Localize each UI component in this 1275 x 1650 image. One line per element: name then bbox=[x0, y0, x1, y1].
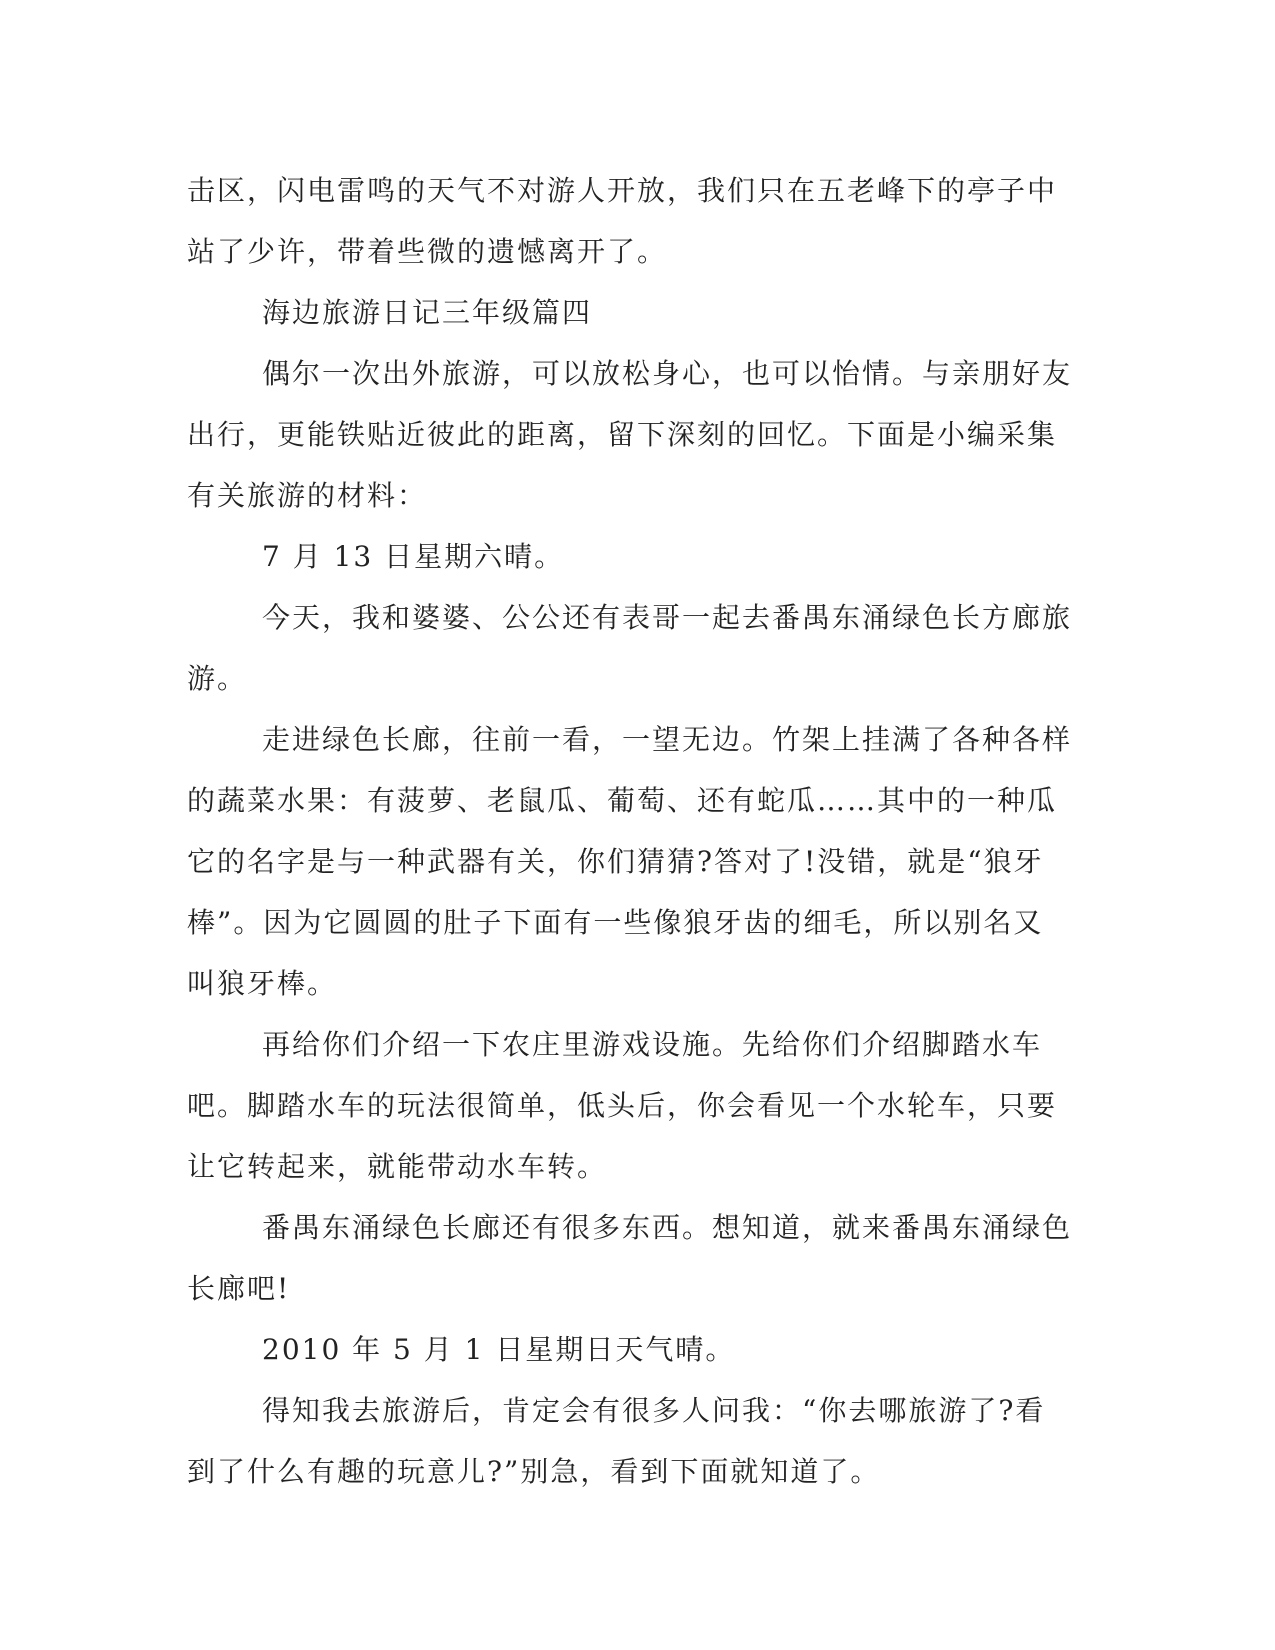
diary-date-2: 2010 年 5 月 1 日星期日天气晴。 bbox=[262, 1333, 736, 1366]
paragraph-intro: 偶尔一次出外旅游，可以放松身心，也可以怡情。与亲朋好友出行，更能铁贴近彼此的距离，留下深刻的回忆。下面是小编采集有关旅游的材料： bbox=[187, 357, 1073, 512]
paragraph-corridor: 走进绿色长廊，往前一看，一望无边。竹架上挂满了各种各样的蔬菜水果：有菠萝、老鼠瓜、葡萄、还有蛇瓜……其中的一种瓜它的名字是与一种武器有关，你们猜猜?答对了!没错，就是“狼牙棒”。因为它圆圆的肚子下面有一些像狼牙齿的细毛，所以别名又叫狼牙棒。 bbox=[187, 723, 1073, 1000]
section-heading: 海边旅游日记三年级篇四 bbox=[262, 296, 593, 329]
paragraph-continued: 击区，闪电雷鸣的天气不对游人开放，我们只在五老峰下的亭子中站了少许，带着些微的遗憾离开了。 bbox=[187, 174, 1058, 268]
paragraph-question: 得知我去旅游后，肯定会有很多人问我：“你去哪旅游了?看到了什么有趣的玩意儿?”别急，看到下面就知道了。 bbox=[187, 1394, 1046, 1488]
paragraph-today: 今天，我和婆婆、公公还有表哥一起去番禺东涌绿色长方廊旅游。 bbox=[187, 601, 1073, 695]
document-body bbox=[187, 160, 1072, 1502]
paragraph-closing: 番禺东涌绿色长廊还有很多东西。想知道，就来番禺东涌绿色长廊吧! bbox=[187, 1211, 1073, 1305]
paragraph-facilities: 再给你们介绍一下农庄里游戏设施。先给你们介绍脚踏水车吧。脚踏水车的玩法很简单，低头后，你会看见一个水轮车，只要让它转起来，就能带动水车转。 bbox=[187, 1028, 1058, 1183]
diary-date-1: 7 月 13 日星期六晴。 bbox=[262, 540, 565, 573]
